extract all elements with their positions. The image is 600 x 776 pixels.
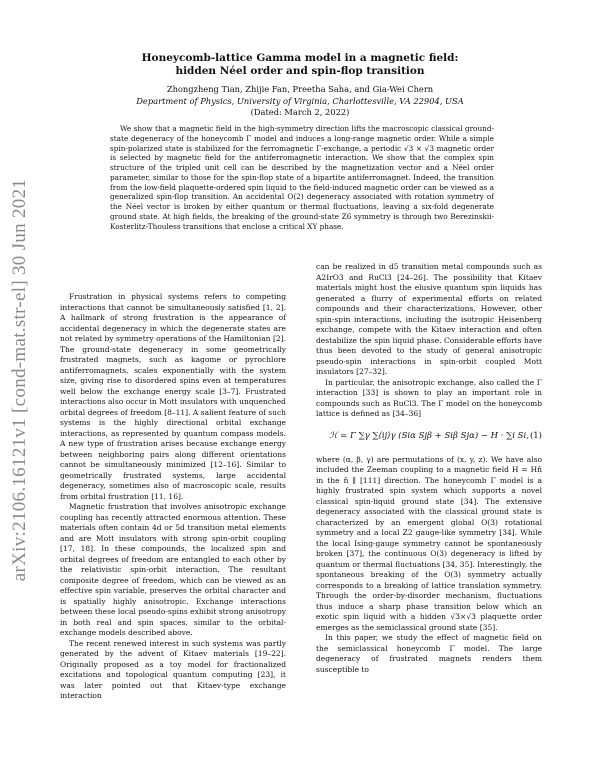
intro-paragraph-2: Magnetic frustration that involves anisotropic exchange coupling has recently attracted enormous attention. These materials often contain 4d or 5d transition metal elements and are Mott insulators with strong spin-orbit coupling [17, 18]. In these compounds, the localized spin and orbital degrees of freedom are entangled to each other by the relativistic spin-orbit interaction. The resultant composite degree of freedom, which can be viewed as an effective spin variable, preserves the orbital character and is spatially highly anisotropic. Exchange interactions between these local pseudo-spins exhibit strong anisotropy in both real and spin spaces, similar to the orbital-exchange models described above. — [60, 502, 286, 637]
paper-title — [60, 52, 540, 78]
right-paragraph-3: where (α, β, γ) are permutations of (x, y, z). We have also included the Zeeman coupling to a magnetic field H = Hn̂ in the n̂ ∥ [111] direction. The honeycomb Γ model is a highly frustrated spin system which supports a novel classical spin-liquid ground state [34]. The extensive degeneracy associated with the classical ground state is characterized by an emergent global O(3) rotational symmetry and a local Z2 gauge-like symmetry [34]. While the local Ising-gauge symmetry cannot be spontaneously broken [37], the continuous O(3) degeneracy is lifted by quantum or thermal fluctuations [34, 35]. Interestingly, the spontaneous breaking of the O(3) symmetry actually corresponds to a breaking of lattice translation symmetry. Through the order-by-disorder mechanism, fluctuations thus induce a sharp phase transition below which an exotic spin liquid with a hidden √3×√3 plaquette order emerges as the semiclassical ground state [35]. — [316, 454, 542, 632]
title-line-2: hidden Néel order and spin-flop transition — [175, 65, 425, 77]
hamiltonian-equation — [316, 423, 542, 451]
right-column — [316, 262, 542, 675]
title-line-1: Honeycomb-lattice Gamma model in a magnetic field: — [141, 52, 459, 64]
right-paragraph-4: In this paper, we study the effect of magnetic field on the semiclassical honeycomb Γ model. The large degeneracy of frustrated magnets renders them susceptible to — [316, 633, 542, 674]
authors: Zhongzheng Tian, Zhijie Fan, Preetha Saha, and Gia-Wei Chern — [166, 84, 434, 94]
date-line: (Dated: March 2, 2022) — [250, 107, 350, 117]
arxiv-identifier: arXiv:2106.16121v1 [cond-mat.str-el] 30 Jun 2021 — [9, 178, 30, 582]
right-paragraph-1: can be realized in d5 transition metal compounds such as A2IrO3 and RuCl3 [24–26]. The possibility that Kitaev materials might host the elusive quantum spin liquids has generated a flurry of experimental efforts on related compounds and their characterizations. However, other spin-spin interactions, including the isotropic Heisenberg exchange, compete with the Kitaev interaction and often destabilize the spin liquid phase. Considerable efforts have thus been devoted to the study of general anisotropic pseudo-spin interactions in spin-orbit coupled Mott insulators [27–32]. — [316, 262, 542, 376]
intro-paragraph-1: Frustration in physical systems refers to competing interactions that cannot be simultaneously satisfied [1, 2]. A hallmark of strong frustration is the appearance of accidental degeneracy in which the degenerate states are not related by symmetry operations of the Hamiltonian [2]. The ground-state degeneracy in some geometrically frustrated magnets, such as kagome or pyrochlore antiferromagnets, scales exponentially with the system size, giving rise to disordered spins even at temperatures well below the exchange energy scale [3–7]. Frustrated interactions also occur in Mott insulators with unquenched orbital degrees of freedom [8–11]. A salient feature of such systems is the highly directional orbital exchange interactions, as represented by quantum compass models. A new type of frustration arises because exchange energy between neighboring pairs along different orientations cannot be simultaneously minimized [12–16]. Similar to geometrically frustrated systems, large accidental degeneracy, sometimes also of macroscopic scale, results from orbital frustration [11, 16]. — [60, 292, 286, 501]
abstract — [110, 124, 494, 231]
intro-paragraph-3: The recent renewed interest in such systems was partly generated by the advent of Kitaev materials [19–22]. Originally proposed as a toy model for fractionalized excitations and topological quantum computing [23], it was later pointed out that Kitaev-type exchange interaction — [60, 638, 286, 700]
equation-number: (1) — [529, 431, 542, 442]
equation-body: ℋ = Γ ∑γ ∑⟨ij⟩γ (Siα Sjβ + Siβ Sjα) − H · ∑i Si, — [329, 431, 529, 442]
affiliation: Department of Physics, University of Virginia, Charlottesville, VA 22904, USA — [136, 96, 464, 106]
abstract-text: We show that a magnetic field in the high-symmetry direction lifts the macroscopic classical ground-state degeneracy of the honeycomb Γ model and induces a long-range magnetic order. While a simple spin-polarized state is stabilized for the ferromagnetic Γ-exchange, a periodic √3 × √3 magnetic order is selected by magnetic field for the antiferromagnetic interaction. We show that the complex spin structure of the tripled unit cell can be described by the magnetization vector and a Néel order parameter, similar to those for the spin-flop state of a bipartite antiferromagnet. Indeed, the transition from the low-field plaquette-ordered spin liquid to the field-induced magnetic order can be viewed as a generalized spin-flop transition. An accidental O(2) degeneracy associated with rotation symmetry of the Néel vector is broken by either quantum or thermal fluctuations, leaving a six-fold degenerate ground state. At high fields, the breaking of the ground-state Z6 symmetry is through two Berezinskii-Kosterlitz-Thouless transitions that enclose a critical XY phase. — [110, 124, 494, 231]
left-column — [60, 292, 286, 702]
arxiv-sidebar — [6, 170, 34, 590]
right-paragraph-2: In particular, the anisotropic exchange, also called the Γ interaction [33] is shown to play an important role in compounds such as RuCl3. The Γ model on the honeycomb lattice is defined as [34–36] — [316, 377, 542, 418]
